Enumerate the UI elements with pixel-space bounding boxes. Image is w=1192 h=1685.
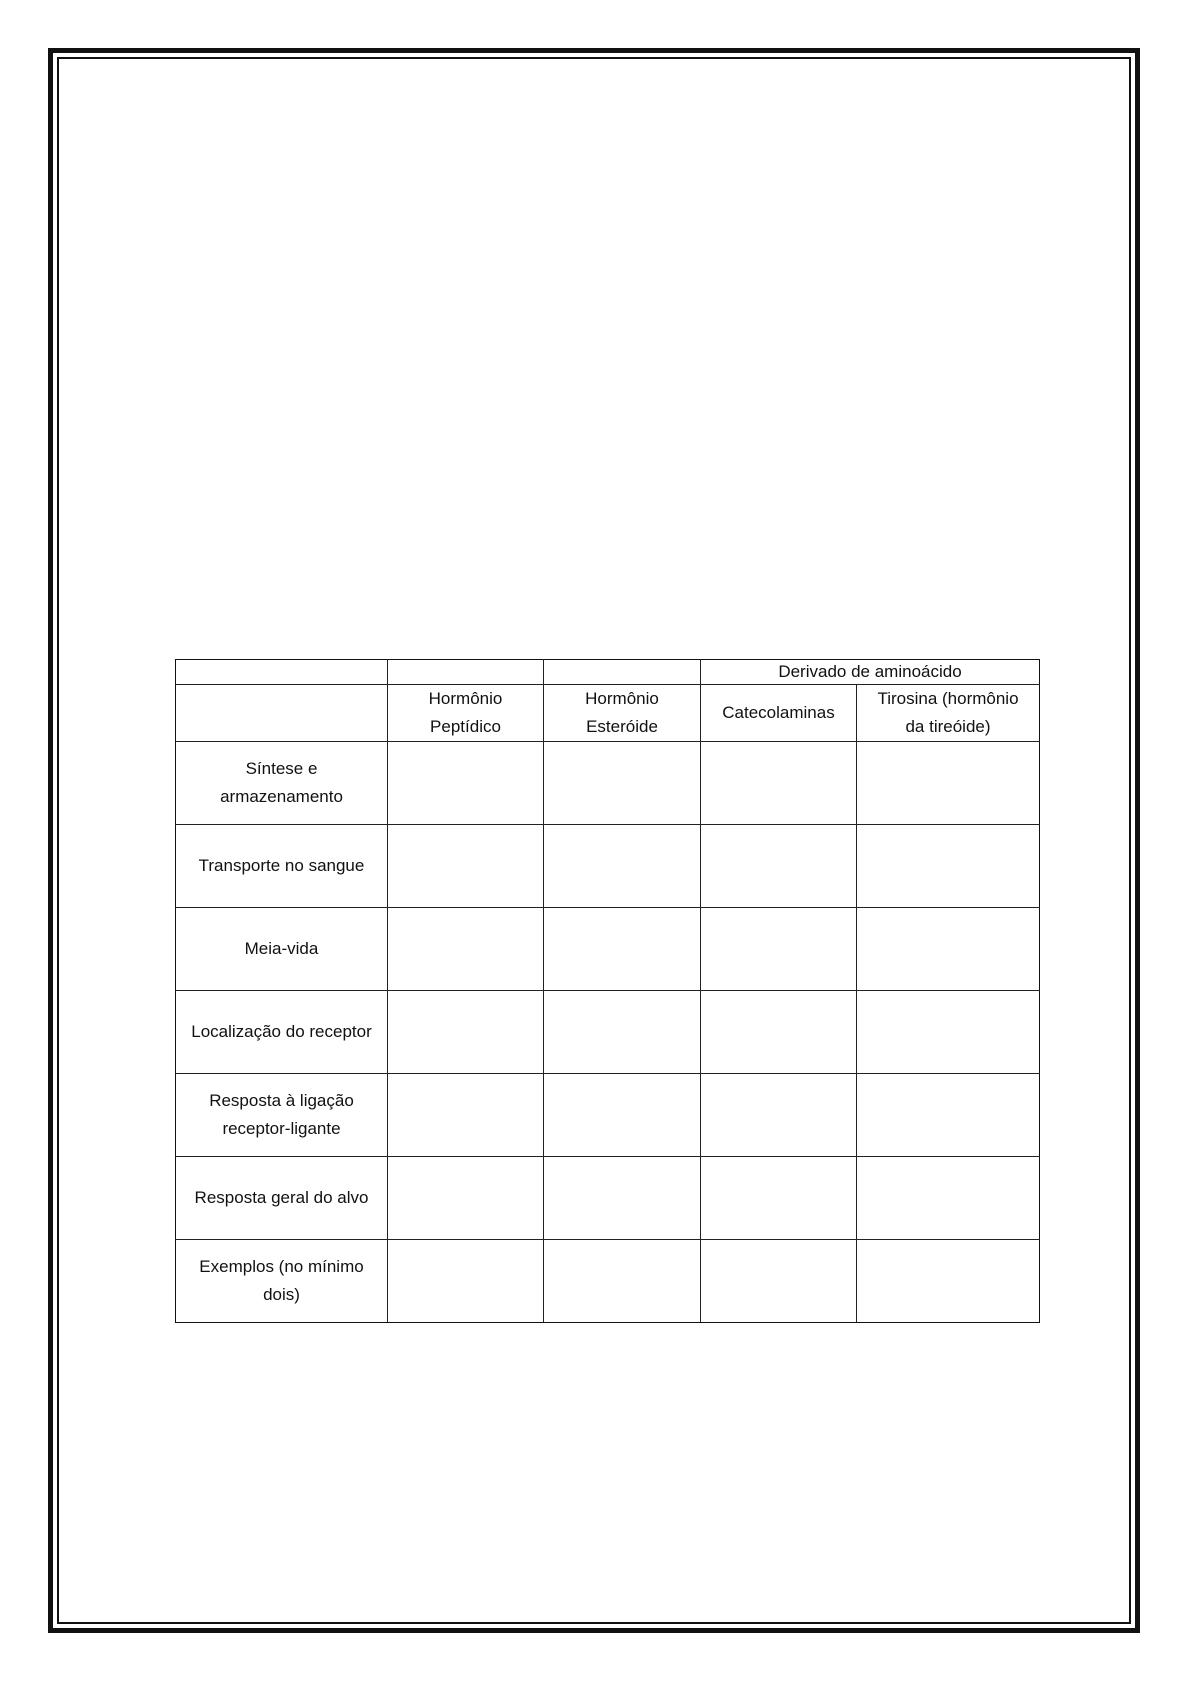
row-label: Exemplos (no mínimo dois) <box>176 1240 388 1323</box>
answer-cell[interactable] <box>388 1157 544 1240</box>
column-header-steroid: Hormônio Esteróide <box>544 685 701 742</box>
row-label: Localização do receptor <box>176 991 388 1074</box>
answer-cell[interactable] <box>857 1157 1040 1240</box>
answer-cell[interactable] <box>544 742 701 825</box>
answer-cell[interactable] <box>544 1074 701 1157</box>
answer-cell[interactable] <box>388 742 544 825</box>
answer-cell[interactable] <box>388 991 544 1074</box>
answer-cell[interactable] <box>544 991 701 1074</box>
answer-cell[interactable] <box>544 1157 701 1240</box>
answer-cell[interactable] <box>388 908 544 991</box>
empty-group-cell <box>176 660 388 685</box>
answer-cell[interactable] <box>857 908 1040 991</box>
column-header-peptide: Hormônio Peptídico <box>388 685 544 742</box>
row-label: Resposta à ligação receptor-ligante <box>176 1074 388 1157</box>
answer-cell[interactable] <box>701 991 857 1074</box>
column-header-row <box>176 685 1040 742</box>
table-row <box>176 742 1040 825</box>
answer-cell[interactable] <box>857 825 1040 908</box>
empty-group-cell <box>388 660 544 685</box>
answer-cell[interactable] <box>388 1074 544 1157</box>
column-header-empty <box>176 685 388 742</box>
answer-cell[interactable] <box>857 991 1040 1074</box>
answer-cell[interactable] <box>544 908 701 991</box>
answer-cell[interactable] <box>701 1240 857 1323</box>
answer-cell[interactable] <box>701 1157 857 1240</box>
table-row <box>176 1240 1040 1323</box>
answer-cell[interactable] <box>544 1240 701 1323</box>
table-row <box>176 1074 1040 1157</box>
row-label: Síntese e armazenamento <box>176 742 388 825</box>
answer-cell[interactable] <box>701 908 857 991</box>
answer-cell[interactable] <box>857 1240 1040 1323</box>
table-row <box>176 908 1040 991</box>
hormone-comparison-table-container <box>175 659 1039 1323</box>
table-row <box>176 991 1040 1074</box>
empty-group-cell <box>544 660 701 685</box>
answer-cell[interactable] <box>388 825 544 908</box>
answer-cell[interactable] <box>388 1240 544 1323</box>
column-header-catecholamines: Catecolaminas <box>701 685 857 742</box>
table-row <box>176 1157 1040 1240</box>
answer-cell[interactable] <box>544 825 701 908</box>
table-row <box>176 825 1040 908</box>
column-header-thyroid: Tirosina (hormônio da tireóide) <box>857 685 1040 742</box>
row-label: Transporte no sangue <box>176 825 388 908</box>
row-label: Meia-vida <box>176 908 388 991</box>
row-label: Resposta geral do alvo <box>176 1157 388 1240</box>
answer-cell[interactable] <box>857 1074 1040 1157</box>
answer-cell[interactable] <box>857 742 1040 825</box>
answer-cell[interactable] <box>701 1074 857 1157</box>
answer-cell[interactable] <box>701 825 857 908</box>
group-header-row <box>176 660 1040 685</box>
answer-cell[interactable] <box>701 742 857 825</box>
group-header-label: Derivado de aminoácido <box>778 662 962 681</box>
group-header-amino-acid <box>701 660 1040 685</box>
hormone-comparison-table <box>175 659 1040 1323</box>
